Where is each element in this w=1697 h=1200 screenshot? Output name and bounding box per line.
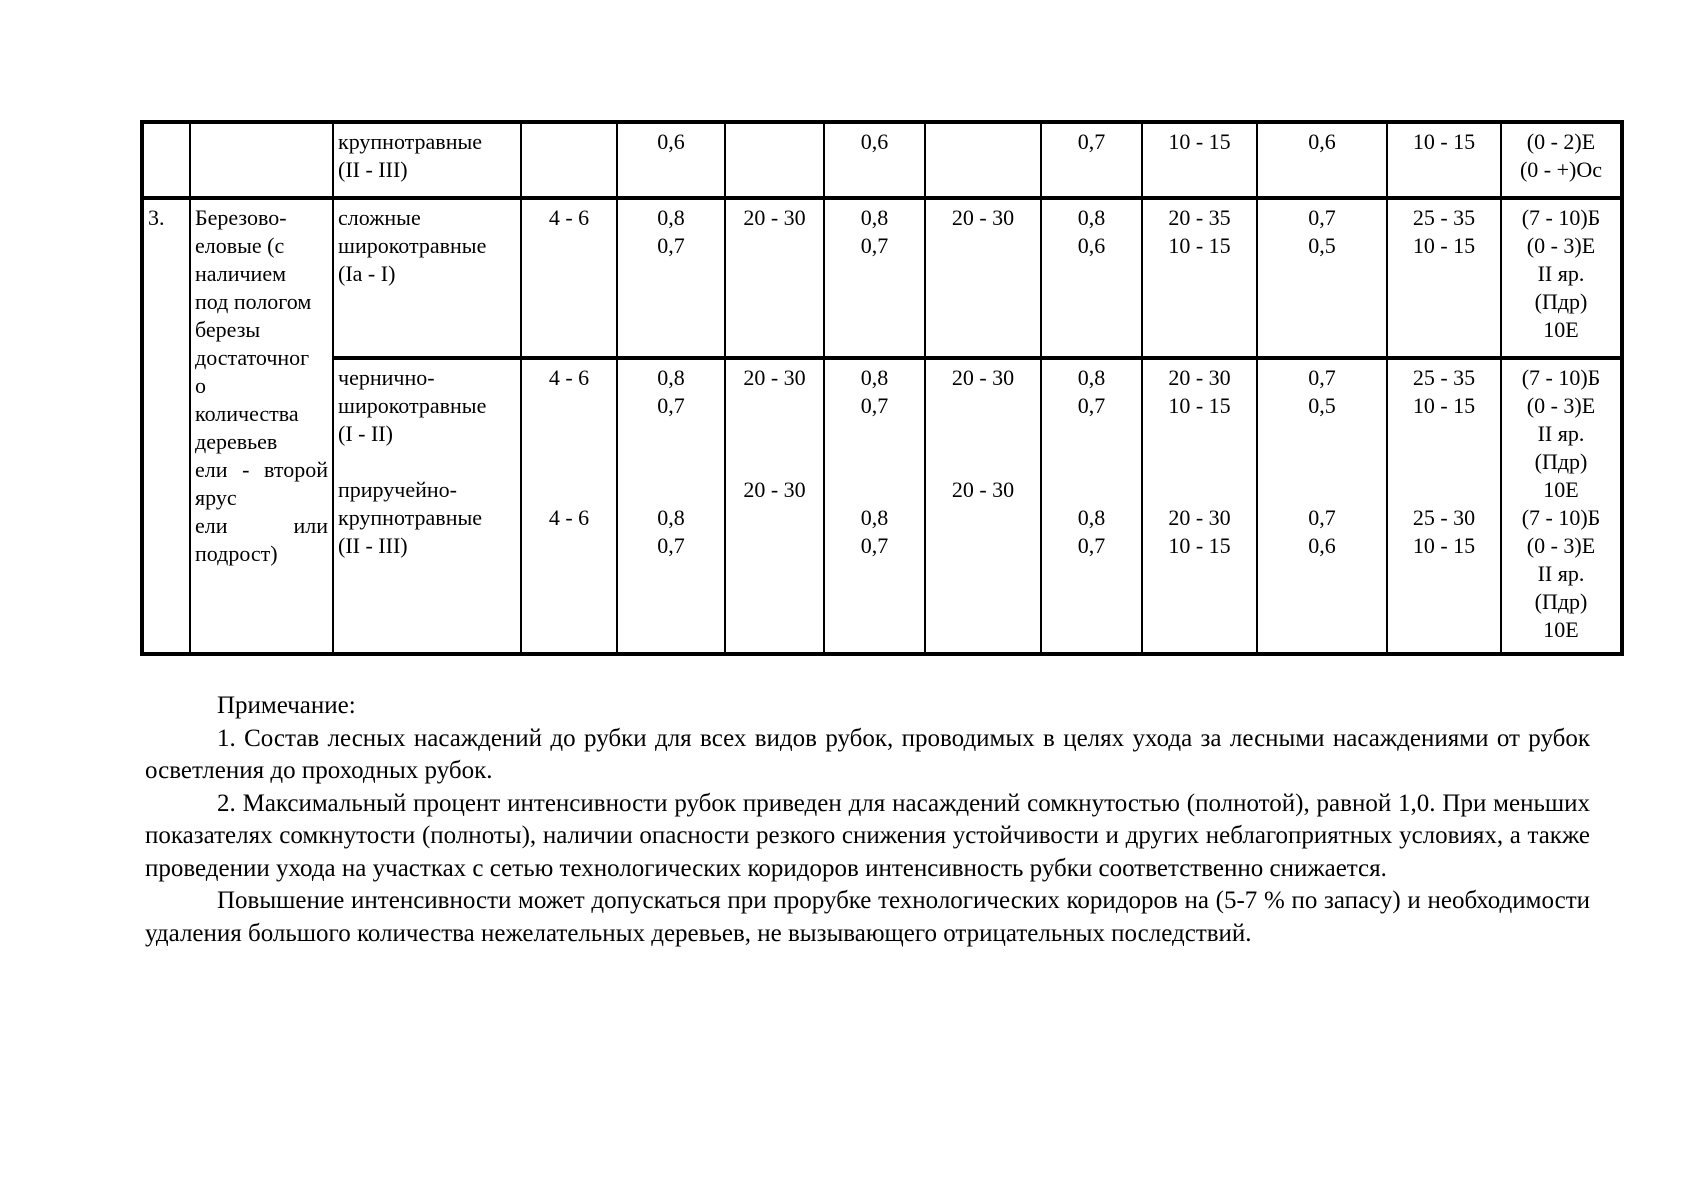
- table-cell: 10 - 15: [1142, 122, 1257, 198]
- species-cell: Березово- еловые (с наличием под пологом березы достаточног о количества деревьев ели - второй ярус ели или подрост): [190, 198, 333, 654]
- table-cell: 0,7 0,5 0,7 0,6: [1257, 358, 1387, 654]
- composition-cell: (7 - 10)Б (0 - 3)Е II яр. (Пдр) 10Е (7 - 10)Б (0 - 3)Е II яр. (Пдр) 10Е: [1501, 358, 1622, 654]
- forest-thinning-table: [140, 120, 1624, 656]
- table-cell: 20 - 30 10 - 15 20 - 30 10 - 15: [1142, 358, 1257, 654]
- notes-heading: Примечание:: [217, 692, 356, 719]
- table-cell: 0,7 0,5: [1257, 198, 1387, 358]
- table-cell: 20 - 30: [925, 198, 1041, 358]
- table-cell: [521, 122, 617, 198]
- note-paragraph: 1. Состав лесных насаждений до рубки для всех видов рубок, проводимых в целях ухода за лесными насаждениями от рубок осветления до проходных рубок.: [145, 724, 1590, 784]
- table-cell: 0,8 0,7 0,8 0,7: [1041, 358, 1142, 654]
- table-cell: 0,6: [824, 122, 925, 198]
- row-number-cell: 3.: [142, 198, 190, 654]
- table-cell: 25 - 35 10 - 15: [1387, 198, 1501, 358]
- table-cell: [925, 122, 1041, 198]
- table-cell: 0,8 0,7: [617, 198, 725, 358]
- table-cell: 0,8 0,7 0,8 0,7: [617, 358, 725, 654]
- table-row: [142, 122, 1622, 198]
- forest-type-cell: чернично- широкотравные (I - II) приручейно- крупнотравные (II - III): [333, 358, 521, 654]
- table-cell: [725, 122, 824, 198]
- forest-type-cell: сложные широкотравные (Ia - I): [333, 198, 521, 358]
- table-cell: 0,8 0,7: [824, 198, 925, 358]
- table-cell: 4 - 6 4 - 6: [521, 358, 617, 654]
- table-cell: 0,6: [1257, 122, 1387, 198]
- table-row: [142, 358, 1622, 654]
- note-paragraph: Повышение интенсивности может допускаться при прорубке технологических коридоров на (5-7 % по запасу) и необходимости удаления большого количества нежелательных деревьев, не вызывающего отрицательных последствий.: [145, 887, 1590, 947]
- table-cell: 0,6: [617, 122, 725, 198]
- table-cell: 20 - 30 20 - 30: [725, 358, 824, 654]
- table-row: [142, 198, 1622, 358]
- table-cell: 4 - 6: [521, 198, 617, 358]
- table-cell: 20 - 30: [725, 198, 824, 358]
- table-cell: 0,8 0,6: [1041, 198, 1142, 358]
- table-cell: 10 - 15: [1387, 122, 1501, 198]
- table-cell: 25 - 35 10 - 15 25 - 30 10 - 15: [1387, 358, 1501, 654]
- composition-cell: (0 - 2)Е (0 - +)Ос: [1501, 122, 1622, 198]
- forest-type-cell: крупнотравные (II - III): [333, 122, 521, 198]
- table-cell: 20 - 35 10 - 15: [1142, 198, 1257, 358]
- note-paragraph: 2. Максимальный процент интенсивности рубок приведен для насаждений сомкнутостью (полнотой), равной 1,0. При меньших показателях сомкнутости (полноты), наличии опасности резкого снижения устойчивости и других неблагоприятных условиях, а также проведении ухода на участках с сетью технологических коридоров интенсивность рубки соответственно снижается.: [145, 789, 1590, 882]
- notes-section: [145, 690, 1590, 950]
- table-cell: 20 - 30 20 - 30: [925, 358, 1041, 654]
- composition-cell: (7 - 10)Б (0 - 3)Е II яр. (Пдр) 10Е: [1501, 198, 1622, 358]
- table-cell: 0,8 0,7 0,8 0,7: [824, 358, 925, 654]
- table-cell: 0,7: [1041, 122, 1142, 198]
- species-cell: [190, 122, 333, 198]
- row-number-cell: [142, 122, 190, 198]
